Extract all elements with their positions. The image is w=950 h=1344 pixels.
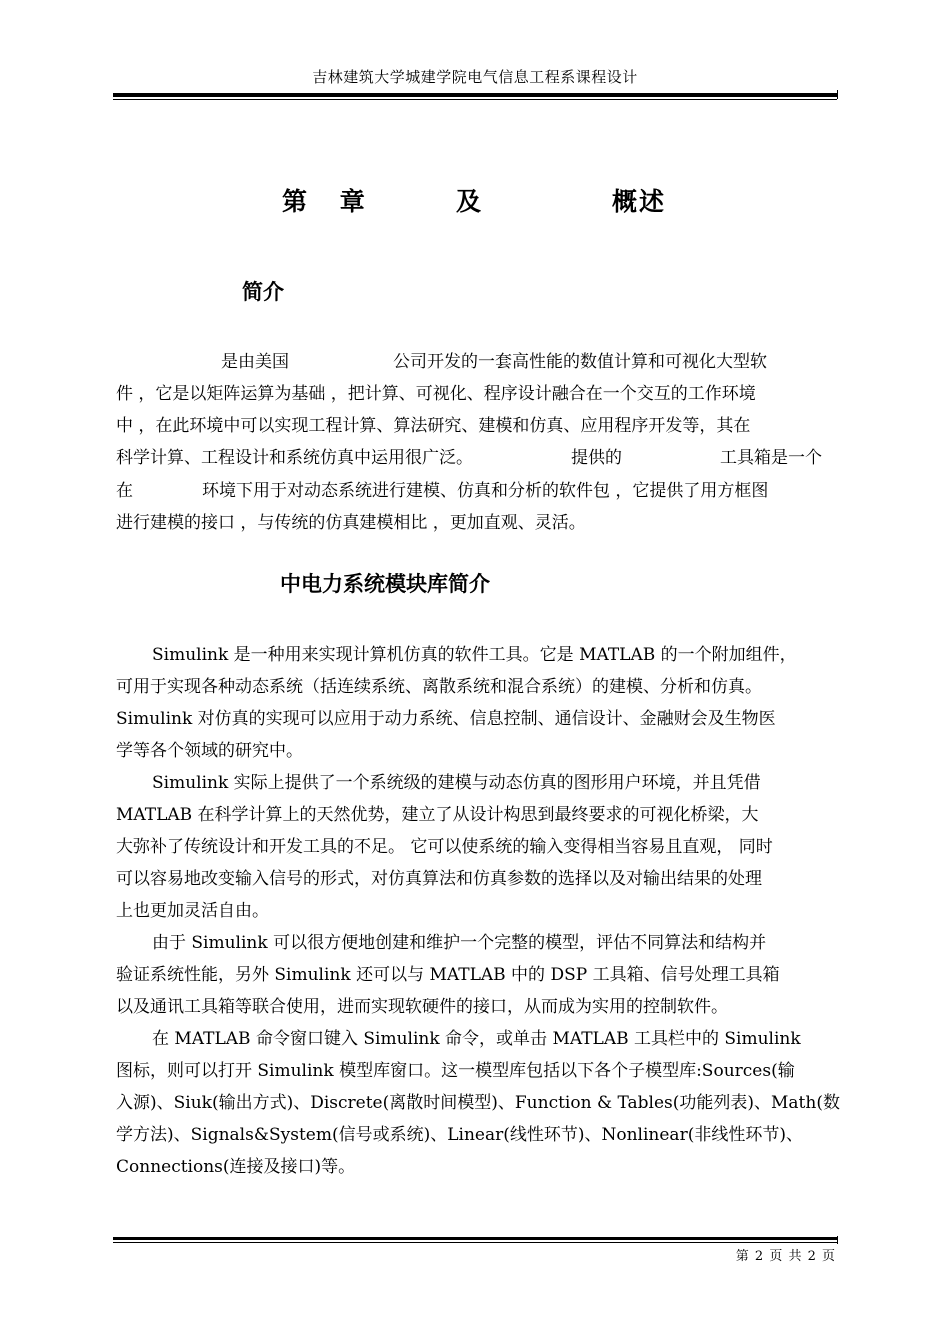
text-line: 学方法)、Signals&System(信号或系统)、Linear(线性环节)、Nonlinear(非线性环节)、 (116, 1125, 803, 1145)
footer-rule-thin (113, 1242, 837, 1243)
header-rule (113, 93, 837, 97)
chapter-title-part1: 第 章 (282, 187, 377, 216)
text-line: Connections(连接及接口)等。 (116, 1157, 356, 1177)
chapter-title (0, 182, 950, 216)
text-line: 以及通讯工具箱等联合使用，进而实现软硬件的接口，从而成为实用的控制软件。 (116, 997, 728, 1017)
text-line: 验证系统性能，另外 Simulink 还可以与 MATLAB 中的 DSP 工具箱、信号处理工具箱 (116, 965, 780, 985)
text-line: 可用于实现各种动态系统（括连续系统、离散系统和混合系统）的建模、分析和仿真。 (116, 677, 762, 697)
header-title: 吉林建筑大学城建学院电气信息工程系课程设计 (312, 68, 638, 86)
text-line: 由于 Simulink 可以很方便地创建和维护一个完整的模型，评估不同算法和结构并 (152, 933, 767, 953)
chapter-title-part3: 概述 (612, 187, 667, 216)
text-line: 大弥补了传统设计和开发工具的不足。 它可以使系统的输入变得相当容易且直观， 同时 (116, 837, 773, 857)
page-number: 第 2 页 共 2 页 (735, 1249, 836, 1264)
text-line: 学等各个领域的研究中。 (116, 741, 303, 761)
chapter-title-part2: 及 (456, 187, 482, 216)
text-line: 在 MATLAB 命令窗口键入 Simulink 命令，或单击 MATLAB 工具栏中的 Simulink (152, 1029, 801, 1049)
text-line: Simulink 是一种用来实现计算机仿真的软件工具。它是 MATLAB 的一个附加组件， (152, 645, 797, 665)
text-line: 可以容易地改变输入信号的形式，对仿真算法和仿真参数的选择以及对输出结果的处理 (116, 869, 762, 889)
header-rule-thin (113, 99, 837, 100)
footer-rule-end (837, 1236, 838, 1244)
section-heading-intro: 简介 (242, 280, 284, 304)
section-heading-power-library: 中电力系统模块库简介 (280, 572, 490, 596)
text-line: Simulink 对仿真的实现可以应用于动力系统、信息控制、通信设计、金融财会及生物医 (116, 709, 776, 729)
footer-rule (113, 1237, 837, 1240)
text-line: 上也更加灵活自由。 (116, 901, 269, 921)
text-line: Simulink 实际上提供了一个系统级的建模与动态仿真的图形用户环境，并且凭借 (152, 773, 761, 793)
text-line: MATLAB 在科学计算上的天然优势，建立了从设计构思到最终要求的可视化桥梁，大 (116, 805, 759, 825)
text-line: 图标，则可以打开 Simulink 模型库窗口。这一模型库包括以下各个子模型库:Sources(输 (116, 1061, 795, 1081)
header-rule-end (837, 90, 838, 99)
text-line: 入源)、Siuk(输出方式)、Discrete(离散时间模型)、Function & Tables(功能列表)、Math(数 (116, 1093, 840, 1113)
